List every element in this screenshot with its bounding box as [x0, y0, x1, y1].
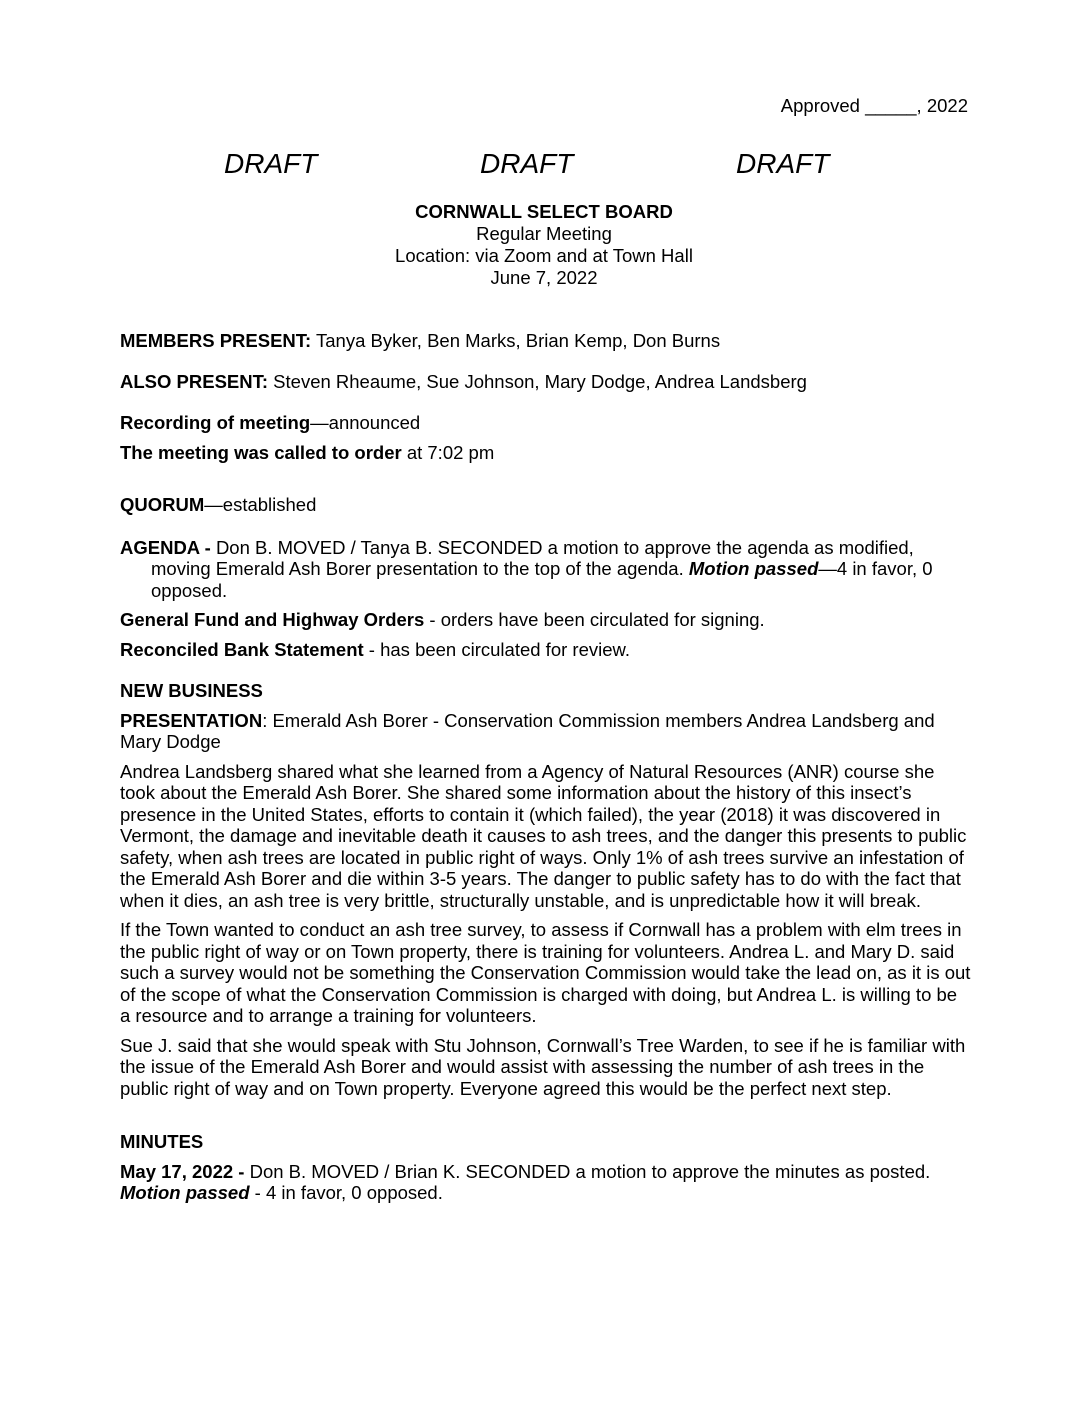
presentation-item — [120, 710, 972, 753]
draft-watermark-row — [0, 147, 1088, 187]
paragraph: If the Town wanted to conduct an ash tree survey, to assess if Cornwall has a problem with elm trees in the public right of way or on Town property, there is training for volunteers. Andrea L. and Mary D. said such a survey would not be something the Conservation Commission would take the lead on, as it is out of the scope of what the Conservation Commission is charged with doing, but Andrea L. is willing to be a resource and to arrange a training for volunteers. — [120, 919, 971, 1026]
general-fund-text: - orders have been circulated for signing. — [424, 609, 765, 630]
document-header — [0, 201, 1088, 289]
presentation-text: : Emerald Ash Borer - Conservation Commission members Andrea Landsberg and Mary Dodge — [120, 709, 935, 752]
minutes-motion: Motion passed — [120, 1182, 250, 1203]
presentation-label: PRESENTATION — [120, 709, 263, 731]
call-to-order-text: at 7:02 pm — [401, 441, 495, 463]
meeting-type: Regular Meeting — [476, 223, 612, 244]
agenda-text: Don B. MOVED / Tanya B. SECONDED a motion to approve the agenda as modified, moving Emerald Ash Borer presentation to the top of the agenda. — [151, 536, 914, 579]
agenda-result: —4 in favor, 0 opposed. — [151, 558, 933, 601]
draft-label: DRAFT — [224, 148, 318, 179]
general-fund-label: General Fund and Highway Orders — [120, 609, 425, 630]
new-business-heading: NEW BUSINESS — [120, 680, 263, 701]
meeting-location: Location: via Zoom and at Town Hall — [395, 245, 693, 266]
quorum-text: —established — [204, 494, 317, 515]
quorum-label: QUORUM — [120, 494, 205, 515]
quorum — [120, 494, 972, 516]
also-present — [120, 371, 972, 393]
recording-text: —announced — [310, 412, 421, 433]
also-present-label: ALSO PRESENT: — [120, 370, 269, 392]
recording-notice — [120, 412, 972, 434]
general-fund-item — [120, 609, 972, 631]
draft-label: DRAFT — [480, 148, 574, 179]
recording-label: Recording of meeting — [120, 412, 311, 433]
call-to-order-label: The meeting was called to order — [120, 441, 402, 463]
bank-statement-label: Reconciled Bank Statement — [120, 638, 364, 660]
minutes-body — [120, 330, 972, 1204]
minutes-text: Don B. MOVED / Brian K. SECONDED a motion to approve the minutes as posted. — [249, 1160, 931, 1182]
paragraph: Andrea Landsberg shared what she learned from a Agency of Natural Resources (ANR) course she took about the Emerald Ash Borer. She shared some information about the history of this insect’s presence in the United States, efforts to contain it (which failed), the year (2018) it was discovered in Vermont, the damage and inevitable death it causes to ash trees, and the danger this presents to public safety, when ash trees are located in public right of ways. Only 1% of ash trees survive an infestation of the Emerald Ash Borer and die within 3-5 years. The danger to public safety has to do with the fact that when it dies, an ash tree is very brittle, structurally unstable, and is unpredictable how it will break. — [120, 760, 967, 911]
agenda-label: AGENDA - — [120, 536, 216, 558]
minutes-heading: MINUTES — [120, 1131, 204, 1152]
also-present-text: Steven Rheaume, Sue Johnson, Mary Dodge, Andrea Landsberg — [268, 370, 807, 392]
paragraph: Sue J. said that she would speak with Stu Johnson, Cornwall’s Tree Warden, to see if he is familiar with the issue of the Emerald Ash Borer and would assist with assessing the number of ash trees in the public right of way and on Town property. Everyone agreed this would be the perfect next step. — [120, 1034, 966, 1099]
bank-statement-text: - has been circulated for review. — [363, 638, 630, 660]
minutes-result: - 4 in favor, 0 opposed. — [249, 1182, 443, 1203]
agenda-item — [120, 537, 972, 602]
minutes-approval-item — [120, 1161, 972, 1204]
agenda-motion: Motion passed — [688, 558, 819, 579]
approval-line: Approved _____, 2022 — [780, 95, 968, 116]
call-to-order — [120, 442, 972, 464]
members-present-label: MEMBERS PRESENT: — [120, 330, 312, 351]
minutes-date-label: May 17, 2022 - — [120, 1160, 250, 1182]
members-present-text: Tanya Byker, Ben Marks, Brian Kemp, Don Burns — [311, 330, 721, 351]
board-title: CORNWALL SELECT BOARD — [415, 201, 673, 222]
bank-statement-item — [120, 639, 972, 661]
members-present — [120, 330, 972, 352]
meeting-date: June 7, 2022 — [490, 267, 598, 288]
draft-label: DRAFT — [736, 148, 830, 179]
